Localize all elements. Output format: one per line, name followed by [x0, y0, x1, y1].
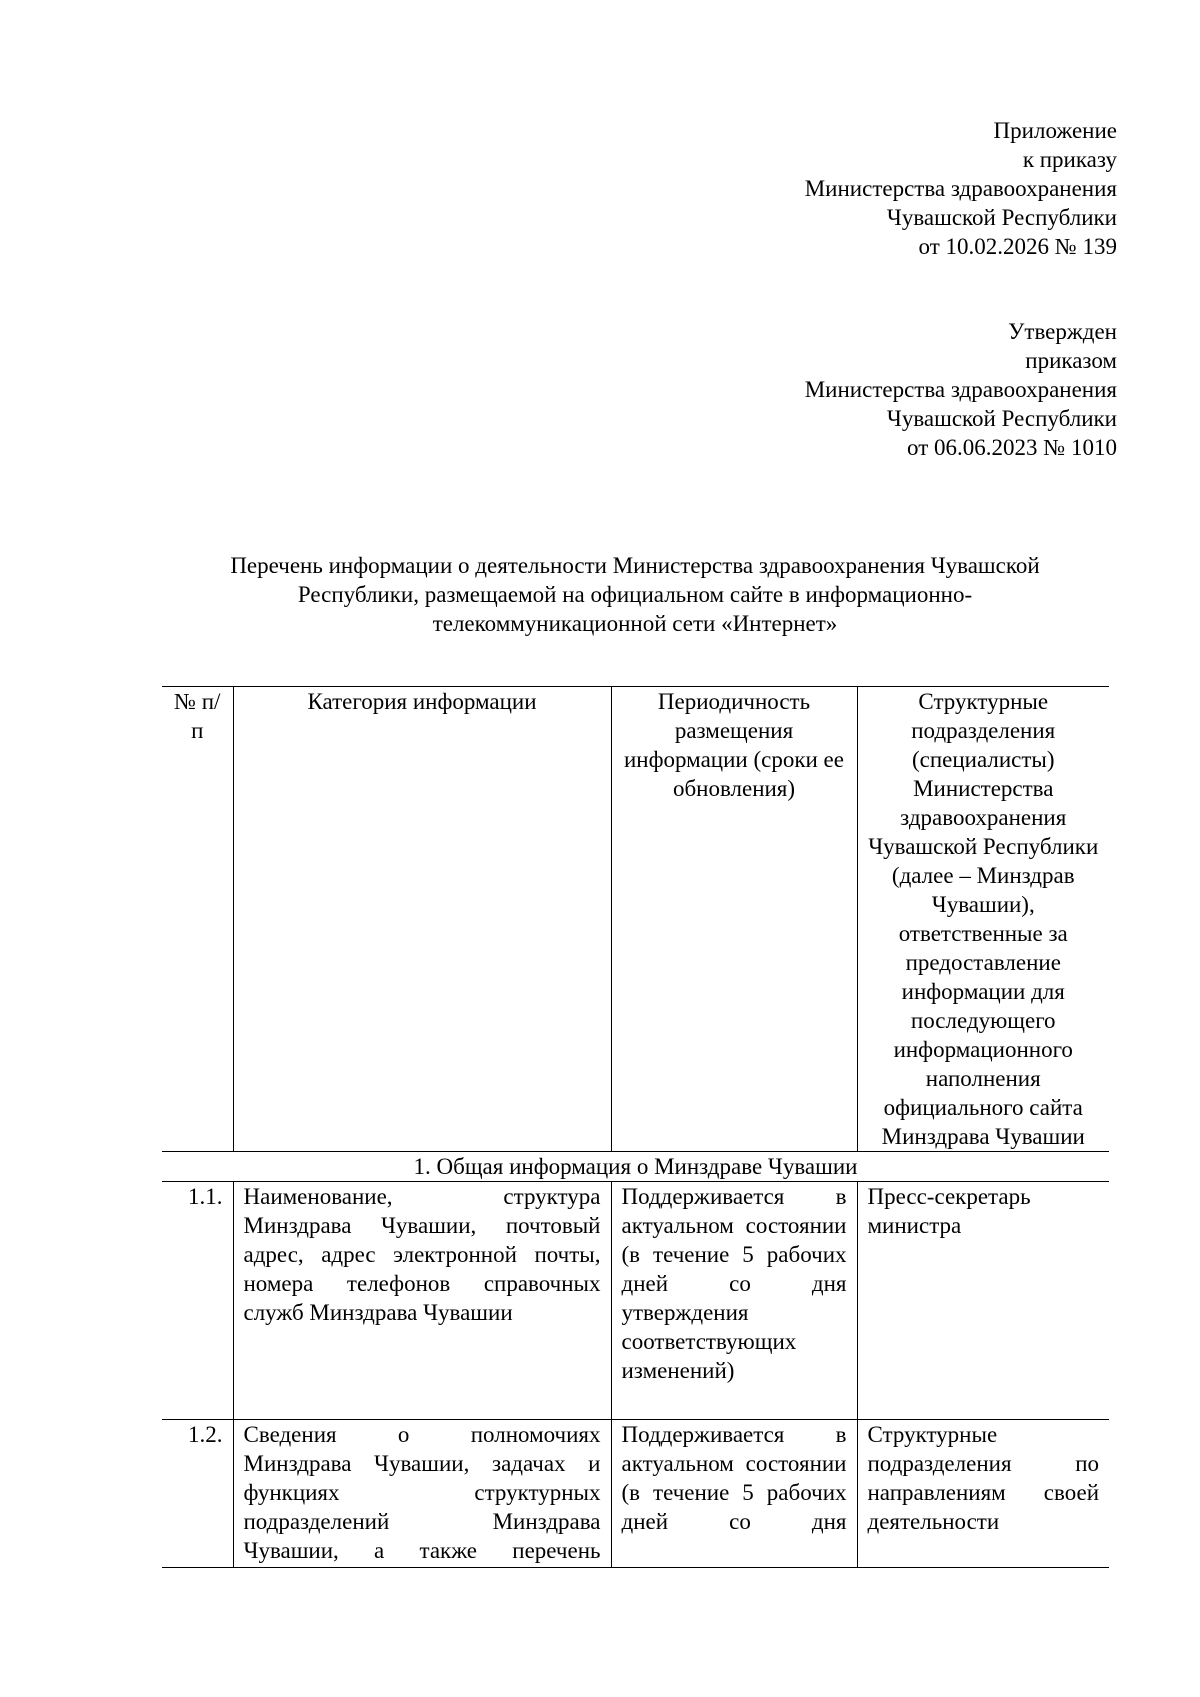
- appendix-line: Министерства здравоохранения: [804, 176, 1117, 201]
- section-heading: 1. Общая информация о Минздраве Чувашии: [162, 1152, 1109, 1182]
- table-header-row: [162, 687, 1109, 1152]
- approved-date: от 06.06.2023 № 1010: [907, 435, 1117, 460]
- row-periodicity: Поддерживается в актуальном состоянии (в течение 5 рабочих дней со дня: [611, 1420, 857, 1568]
- title-line: Республики, размещаемой на официальном сайте в информационно-: [297, 582, 973, 607]
- title-line: телекоммуникационной сети «Интернет»: [432, 611, 838, 636]
- approved-line: Министерства здравоохранения: [804, 377, 1117, 402]
- table-row: [162, 1420, 1109, 1568]
- header-periodicity: Периодичность размещения информации (сроки ее обновления): [611, 687, 857, 1152]
- row-category: Сведения о полномочиях Минздрава Чувашии, задачах и функциях структурных подразделений Минздрава Чувашии, а также перечень: [233, 1420, 611, 1568]
- header-category: Категория информации: [233, 687, 611, 1152]
- approved-line: Чувашской Республики: [886, 406, 1117, 431]
- approved-header: [805, 317, 1117, 462]
- row-number: 1.2.: [162, 1420, 233, 1568]
- appendix-line: Приложение: [993, 118, 1117, 143]
- row-department: Пресс-секретарь министра: [857, 1182, 1109, 1420]
- table-row: [162, 1182, 1109, 1420]
- row-periodicity: Поддерживается в актуальном состоянии (в течение 5 рабочих дней со дня утверждения соответствующих изменений): [611, 1182, 857, 1420]
- title-line: Перечень информации о деятельности Министерства здравоохранения Чувашской: [230, 553, 1040, 578]
- row-department: Структурные подразделения по направлениям своей деятельности: [857, 1420, 1109, 1568]
- appendix-line: к приказу: [1022, 147, 1117, 172]
- section-row: [162, 1152, 1109, 1182]
- appendix-line: Чувашской Республики: [886, 205, 1117, 230]
- approved-line: приказом: [1025, 348, 1117, 373]
- information-table: [162, 686, 1109, 1568]
- header-department: Структурные подразделения (специалисты) Министерства здравоохранения Чувашской Республики (далее – Минздрав Чувашии), ответственные за предоставление информации для последующего информационного наполнения официального сайта Минздрава Чувашии: [857, 687, 1109, 1152]
- header-num: № п/п: [162, 687, 233, 1152]
- appendix-header: [805, 116, 1117, 261]
- row-category: Наименование, структура Минздрава Чувашии, почтовый адрес, адрес электронной почты, номера телефонов справочных служб Минздрава Чувашии: [233, 1182, 611, 1420]
- row-number: 1.1.: [162, 1182, 233, 1420]
- approved-line: Утвержден: [1008, 319, 1117, 344]
- document-title: [160, 551, 1110, 638]
- appendix-date: от 10.02.2026 № 139: [918, 234, 1117, 259]
